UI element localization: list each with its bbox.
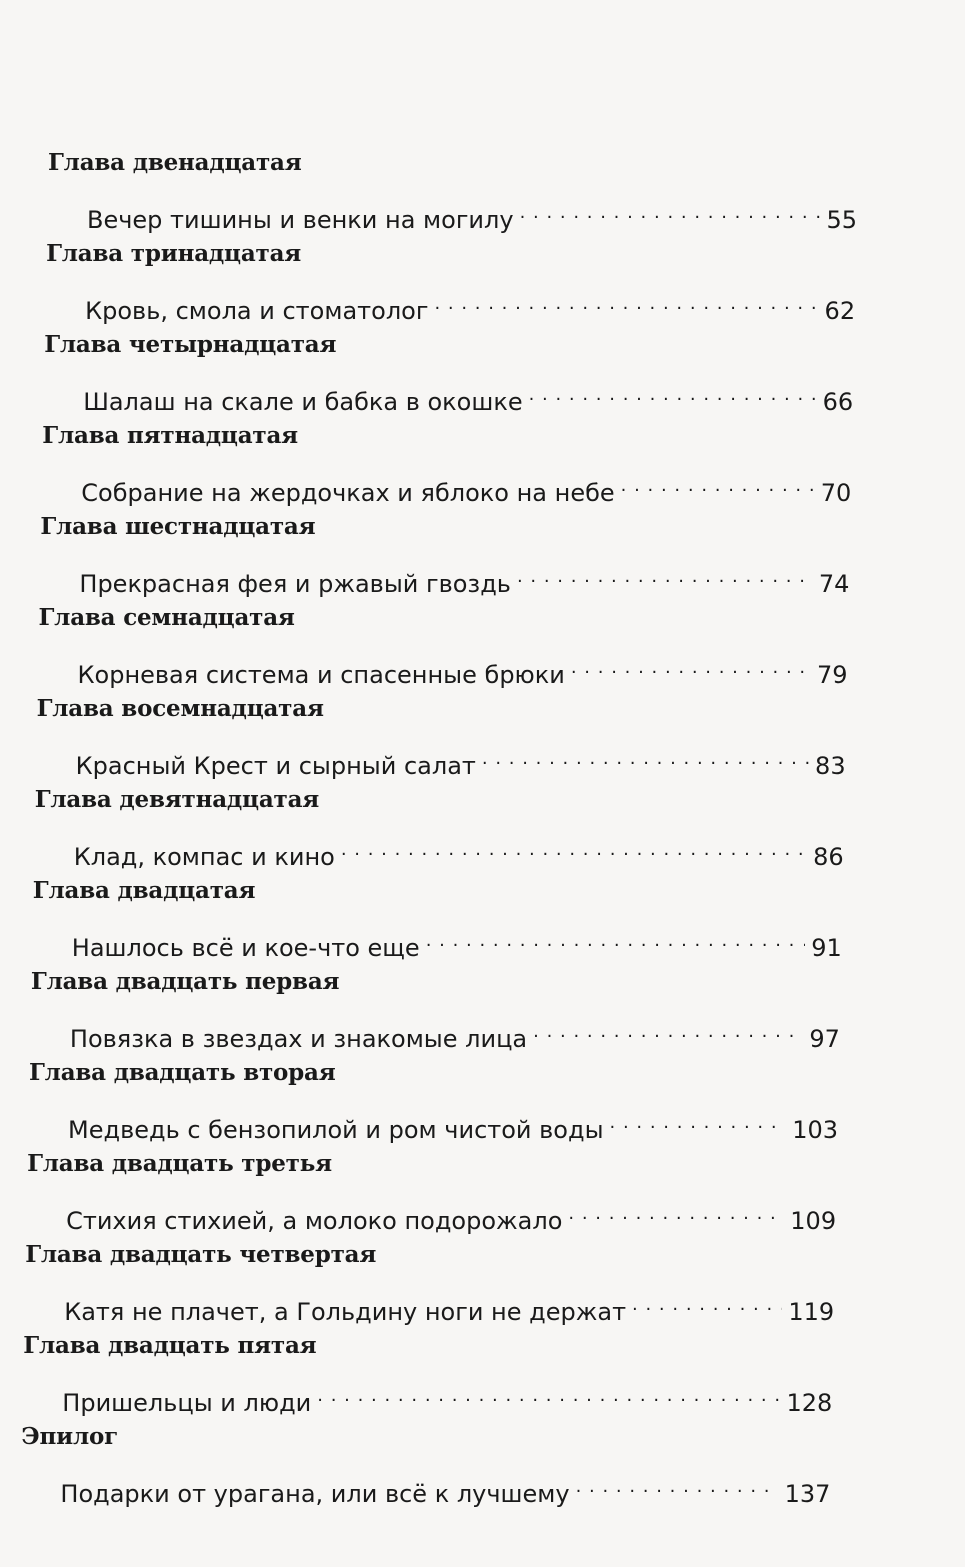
- dot-leader: [482, 742, 809, 774]
- chapter-heading: Глава шестнадцатая: [40, 513, 316, 540]
- dot-leader: [520, 196, 821, 228]
- dot-leader: [426, 924, 806, 956]
- chapter-title: Кровь, смола и стоматолог: [85, 297, 429, 325]
- toc-entry: [0, 876, 965, 967]
- dot-leader: [610, 1106, 787, 1138]
- page-number: 86: [813, 843, 844, 871]
- toc-entry: [0, 1058, 965, 1149]
- toc-entry: [0, 603, 965, 694]
- toc-line: [76, 742, 846, 782]
- toc-entry: [0, 421, 965, 512]
- toc-line: [85, 287, 855, 327]
- toc-line: [64, 1288, 834, 1328]
- dot-leader: [632, 1288, 782, 1320]
- toc-entry: [0, 512, 965, 603]
- chapter-heading: Глава тринадцатая: [46, 240, 302, 267]
- page-number: 62: [824, 297, 856, 325]
- toc-entry: [0, 148, 965, 239]
- chapter-heading: Глава двадцатая: [32, 877, 256, 904]
- toc-entry: [0, 1149, 965, 1240]
- chapter-heading: Глава пятнадцатая: [42, 422, 298, 449]
- chapter-title: Нашлось всё и кое-что еще: [71, 934, 420, 962]
- toc-line: [81, 469, 851, 509]
- page-number: 83: [815, 752, 846, 780]
- page-number: 91: [811, 934, 842, 962]
- chapter-title: Вечер тишины и венки на могилу: [87, 206, 514, 234]
- chapter-title: Клад, компас и кино: [73, 843, 335, 871]
- dot-leader: [529, 378, 817, 410]
- chapter-heading: Глава четырнадцатая: [44, 331, 337, 358]
- dot-leader: [434, 287, 818, 319]
- chapter-heading: Глава двадцать четвертая: [25, 1241, 377, 1268]
- chapter-heading: Глава семнадцатая: [38, 604, 295, 631]
- dot-leader: [533, 1015, 803, 1047]
- chapter-title: Прекрасная фея и ржавый гвоздь: [79, 570, 511, 598]
- toc-line: [68, 1106, 838, 1146]
- chapter-title: Пришельцы и люди: [62, 1389, 312, 1417]
- chapter-title: Повязка в звездах и знакомые лица: [69, 1025, 528, 1053]
- toc-entry: [0, 1331, 965, 1422]
- toc-line: [79, 560, 849, 600]
- chapter-title: Красный Крест и сырный салат: [75, 752, 476, 780]
- page-number: 55: [826, 206, 857, 234]
- toc-entry: [0, 694, 965, 785]
- page-number: 97: [809, 1025, 840, 1053]
- page-number: 119: [788, 1298, 835, 1326]
- toc-line: [70, 1015, 840, 1055]
- toc-entry: [0, 330, 965, 421]
- toc-line: [83, 378, 853, 418]
- chapter-heading: Глава двадцать вторая: [29, 1059, 336, 1086]
- toc-line: [60, 1470, 830, 1510]
- dot-leader: [517, 560, 813, 592]
- page-number: 109: [790, 1207, 837, 1235]
- chapter-title: Медведь с бензопилой и ром чистой воды: [68, 1116, 604, 1144]
- toc-line: [78, 651, 848, 691]
- table-of-contents: [0, 148, 965, 1513]
- toc-line: [66, 1197, 836, 1237]
- chapter-title: Катя не плачет, а Гольдину ноги не держат: [64, 1298, 627, 1326]
- toc-line: [72, 924, 842, 964]
- page-number: 103: [792, 1116, 838, 1144]
- page-number: 74: [818, 570, 850, 598]
- toc-line: [87, 196, 857, 236]
- toc-entry: [0, 239, 965, 330]
- toc-line: [62, 1379, 832, 1419]
- chapter-heading: Глава девятнадцатая: [34, 786, 320, 813]
- chapter-heading: Глава двадцать третья: [27, 1150, 332, 1177]
- chapter-heading: Глава двадцать пятая: [23, 1332, 317, 1359]
- page-number: 79: [816, 661, 848, 689]
- dot-leader: [571, 651, 811, 683]
- chapter-title: Стихия стихией, а молоко подорожало: [66, 1207, 563, 1235]
- dot-leader: [568, 1197, 784, 1229]
- page-number: 70: [820, 479, 852, 507]
- page-number: 128: [786, 1389, 833, 1417]
- dot-leader: [621, 469, 815, 501]
- dot-leader: [576, 1470, 779, 1502]
- page-number: 66: [822, 388, 854, 416]
- chapter-title: Корневая система и спасенные брюки: [77, 661, 565, 689]
- toc-entry: [0, 967, 965, 1058]
- toc-entry: [0, 1240, 965, 1331]
- chapter-title: Собрание на жердочках и яблоко на небе: [81, 479, 615, 507]
- toc-entry: [0, 1422, 965, 1513]
- dot-leader: [341, 833, 807, 865]
- page-number: 137: [784, 1480, 831, 1508]
- chapter-heading: Глава двенадцатая: [48, 149, 302, 176]
- toc-line: [74, 833, 844, 873]
- dot-leader: [317, 1379, 780, 1411]
- chapter-title: Подарки от урагана, или всё к лучшему: [60, 1480, 570, 1508]
- chapter-heading: Глава восемнадцатая: [36, 695, 324, 722]
- chapter-heading: Глава двадцать первая: [30, 968, 340, 995]
- chapter-heading: Эпилог: [21, 1423, 119, 1450]
- chapter-title: Шалаш на скале и бабка в окошке: [83, 388, 523, 416]
- toc-entry: [0, 785, 965, 876]
